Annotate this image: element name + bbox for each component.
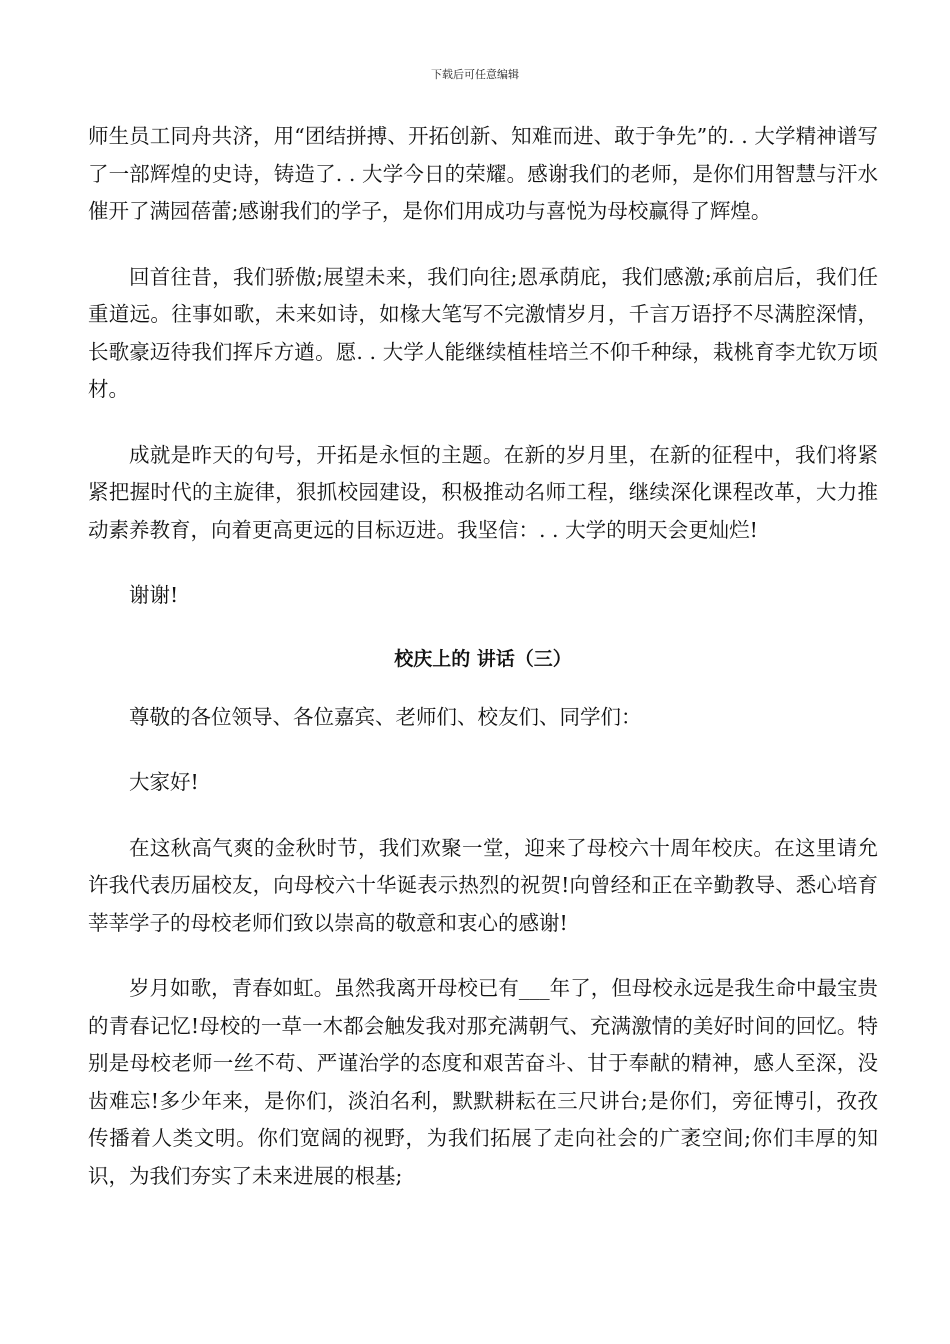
paragraph: 师生员工同舟共济，用“团结拼搏、开拓创新、知难而进、敢于争先”的. . 大学精神谱写了一部辉煌的史诗，铸造了. . 大学今日的荣耀。感谢我们的老师，是你们用智慧与汗水催开了满园蓓蕾;感谢我们的学子，是你们用成功与喜悦为母校赢得了辉煌。 xyxy=(88,124,878,223)
paragraph: 成就是昨天的句号，开拓是永恒的主题。在新的岁月里，在新的征程中，我们将紧紧把握时代的主旋律，狠抓校园建设，积极推动名师工程，继续深化课程改革，大力推动素养教育，向着更高更远的目标迈进。我坚信：. . 大学的明天会更灿烂! xyxy=(88,442,878,542)
salutation: 尊敬的各位领导、各位嘉宾、老师们、校友们、同学们： xyxy=(129,704,642,729)
paragraph: 岁月如歌，青春如虹。虽然我离开母校已有___年了，但母校永远是我生命中最宝贵的青春记忆!母校的一草一木都会触发我对那充满朝气、充满激情的美好时间的回忆。特别是母校老师一丝不苟、严谨治学的态度和艰苦奋斗、甘于奉献的精神，感人至深，没齿难忘!多少年来，是你们，淡泊名利，默默耕耘在三尺讲台;是你们，旁征博引，孜孜传播着人类文明。你们宽阔的视野，为我们拓展了走向社会的广袤空间;你们丰厚的知识，为我们夯实了未来进展的根基; xyxy=(88,976,878,1188)
paragraph: 回首往昔，我们骄傲;展望未来，我们向往;恩承荫庇，我们感激;承前启后，我们任重道远。往事如歌，未来如诗，如椽大笔写不完激情岁月，千言万语抒不尽满腔深情，长歌豪迈待我们挥斥方遒。愿. . 大学人能继续植桂培兰不仰千种绿，栽桃育李尤钦万顷材。 xyxy=(88,264,878,401)
closing-thanks: 谢谢! xyxy=(129,583,179,607)
greeting: 大家好! xyxy=(129,770,199,794)
document-body xyxy=(88,118,878,1223)
section-title: 校庆上的 讲话（三） xyxy=(394,647,572,670)
page-header-note: 下载后可任意编辑 xyxy=(431,68,519,81)
paragraph: 在这秋高气爽的金秋时节，我们欢聚一堂，迎来了母校六十周年校庆。在这里请允许我代表历届校友，向母校六十华诞表示热烈的祝贺!向曾经和正在辛勤教导、悉心培育莘莘学子的母校老师们致以崇高的敬意和衷心的感谢! xyxy=(88,835,878,935)
